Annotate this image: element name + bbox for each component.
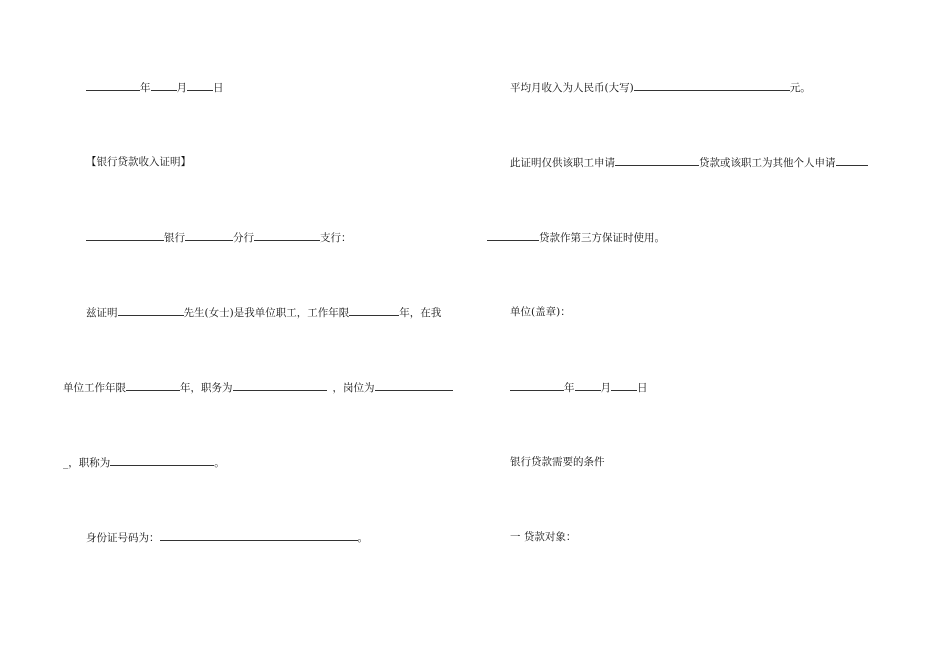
income-unit: 元。 — [789, 82, 811, 94]
right-year-blank — [510, 380, 564, 391]
title-line — [63, 455, 225, 470]
income-blank — [634, 80, 790, 91]
income-line — [510, 80, 811, 95]
professional-title-blank — [110, 455, 214, 466]
position-blank — [233, 380, 327, 391]
right-month-blank — [575, 380, 601, 391]
sub-branch-label: 支行： — [320, 232, 352, 244]
right-month-label: 月 — [600, 382, 611, 394]
certify-prefix: 兹证明 — [86, 307, 118, 319]
unit-prefix: 单位工作年限 — [63, 382, 126, 394]
year-blank — [86, 80, 140, 91]
title-end: 。 — [214, 457, 225, 469]
month-label: 月 — [176, 82, 187, 94]
post-blank — [375, 380, 453, 391]
unit-years-blank — [126, 380, 180, 391]
post-label: ，岗位为 — [332, 382, 375, 394]
day-blank — [187, 80, 213, 91]
unit-year-label: 年，职务为 — [180, 382, 233, 394]
purpose-prefix: 此证明仅供该职工申请 — [510, 157, 615, 169]
income-label: 平均月收入为人民币(大写) — [510, 82, 634, 94]
unit-line — [63, 380, 453, 395]
certify-suffix: 年，在我 — [399, 307, 442, 319]
purpose-middle: 贷款或该职工为其他个人申请 — [699, 157, 836, 169]
branch-label: 分行 — [233, 232, 254, 244]
item-one: 一 贷款对象： — [510, 531, 577, 543]
right-date-line — [510, 380, 648, 395]
month-blank — [151, 80, 177, 91]
bank-line — [86, 230, 352, 245]
right-year-label: 年 — [564, 382, 575, 394]
seal-line: 单位(盖章)： — [510, 306, 571, 318]
right-day-label: 日 — [637, 382, 648, 394]
right-day-blank — [611, 380, 637, 391]
bank-blank — [86, 230, 164, 241]
id-label: 身份证号码为： — [86, 532, 160, 544]
name-blank — [118, 305, 184, 316]
document-title: 【银行贷款收入证明】 — [86, 156, 191, 168]
branch-blank — [185, 230, 233, 241]
id-end: 。 — [357, 532, 368, 544]
guarantee-blank — [487, 230, 539, 241]
purpose-line — [510, 155, 868, 170]
other-person-blank — [836, 155, 868, 166]
id-line — [86, 530, 368, 545]
year-label: 年 — [140, 82, 151, 94]
bank-label: 银行 — [164, 232, 185, 244]
sub-branch-blank — [254, 230, 320, 241]
left-date-line — [86, 80, 224, 95]
work-years-blank — [349, 305, 399, 316]
title-prefix: _，职称为 — [63, 457, 111, 469]
day-label: 日 — [213, 82, 224, 94]
guarantee-text: 贷款作第三方保证时使用。 — [539, 232, 665, 244]
conditions-title: 银行贷款需要的条件 — [510, 456, 605, 468]
certify-line — [86, 305, 441, 320]
loan-type-blank — [615, 155, 699, 166]
id-blank — [160, 530, 358, 541]
certify-gender-text: 先生(女士)是我单位职工，工作年限 — [183, 307, 350, 319]
guarantee-line — [487, 230, 665, 245]
